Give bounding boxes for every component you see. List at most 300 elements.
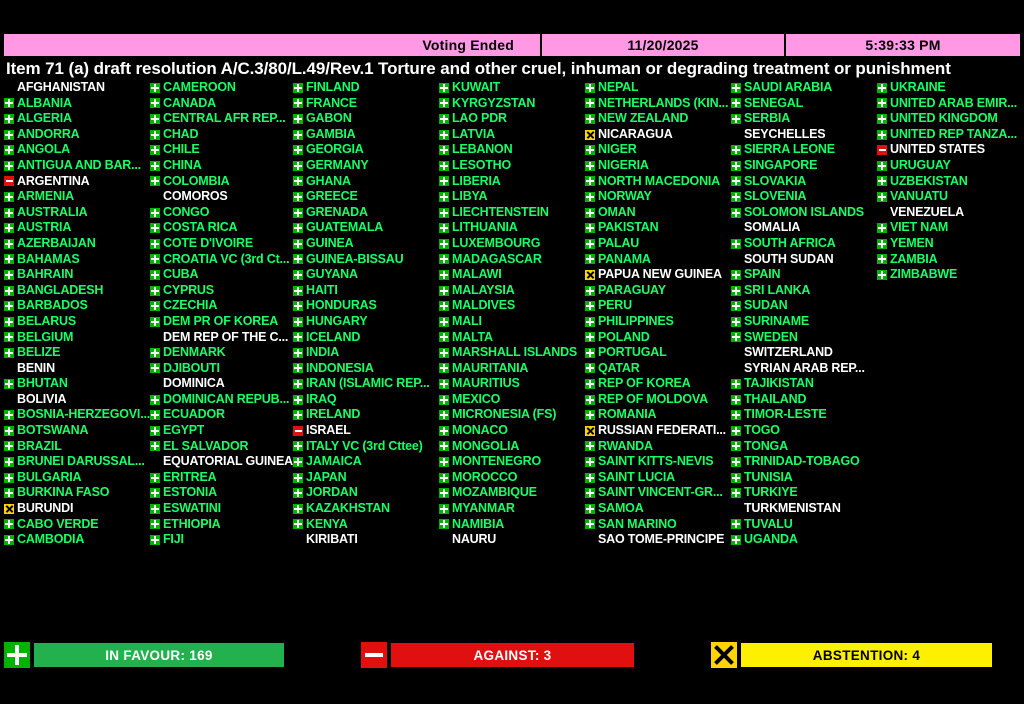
country-name: GRENADA xyxy=(306,204,368,219)
country-vote-row xyxy=(585,80,731,96)
plus-icon xyxy=(439,208,449,218)
country-vote-row xyxy=(439,439,585,455)
country-name: PHILIPPINES xyxy=(598,313,674,328)
plus-icon xyxy=(150,488,160,498)
country-name: POLAND xyxy=(598,329,650,344)
country-vote-row xyxy=(4,345,150,361)
country-name: BOSNIA-HERZEGOVI... xyxy=(17,407,150,422)
country-vote-row xyxy=(439,345,585,361)
plus-icon xyxy=(585,254,595,264)
country-name: SPAIN xyxy=(744,267,781,282)
plus-icon xyxy=(293,286,303,296)
country-vote-row xyxy=(439,376,585,392)
country-vote-row xyxy=(585,392,731,408)
plus-icon xyxy=(731,317,741,327)
country-name: KENYA xyxy=(306,516,348,531)
country-name: MAURITIUS xyxy=(452,376,520,391)
plus-icon xyxy=(439,254,449,264)
country-vote-row xyxy=(293,111,439,127)
country-name: LEBANON xyxy=(452,142,513,157)
country-vote-row xyxy=(877,252,1023,268)
country-name: GUINEA xyxy=(306,235,354,250)
country-name: KIRIBATI xyxy=(306,532,358,547)
country-name: DOMINICAN REPUB... xyxy=(163,391,290,406)
plus-icon xyxy=(439,270,449,280)
country-name: GREECE xyxy=(306,189,358,204)
plus-icon xyxy=(150,176,160,186)
country-name: LIBYA xyxy=(452,189,488,204)
country-name: INDONESIA xyxy=(306,360,374,375)
country-name: KUWAIT xyxy=(452,80,501,94)
country-name: ANTIGUA AND BAR... xyxy=(17,157,141,172)
minus-icon xyxy=(877,145,887,155)
country-name: BANGLADESH xyxy=(17,282,104,297)
country-vote-row xyxy=(731,236,877,252)
country-vote-row xyxy=(293,532,439,548)
country-vote-row xyxy=(150,158,293,174)
country-name: CHILE xyxy=(163,142,200,157)
plus-icon xyxy=(150,363,160,373)
blank-icon xyxy=(150,192,160,202)
country-name: BAHRAIN xyxy=(17,267,74,282)
country-name: VENEZUELA xyxy=(890,204,964,219)
cross-icon xyxy=(585,130,595,140)
plus-icon xyxy=(877,114,887,124)
country-name: MALAWI xyxy=(452,267,502,282)
country-vote-row xyxy=(150,236,293,252)
country-name: MICRONESIA (FS) xyxy=(452,407,557,422)
plus-icon xyxy=(150,535,160,545)
country-name: SAMOA xyxy=(598,501,644,516)
country-vote-row xyxy=(4,330,150,346)
plus-icon xyxy=(150,348,160,358)
country-name: IRAN (ISLAMIC REP... xyxy=(306,376,430,391)
country-vote-row xyxy=(585,205,731,221)
country-vote-row xyxy=(4,517,150,533)
country-name: GABON xyxy=(306,111,352,126)
vote-column xyxy=(585,80,731,550)
country-vote-row xyxy=(731,376,877,392)
country-name: DENMARK xyxy=(163,345,226,360)
country-name: MOZAMBIQUE xyxy=(452,485,537,500)
country-vote-row xyxy=(731,517,877,533)
plus-icon xyxy=(585,239,595,249)
country-vote-row xyxy=(150,439,293,455)
plus-icon xyxy=(150,473,160,483)
blank-icon xyxy=(4,363,14,373)
country-name: AZERBAIJAN xyxy=(17,235,96,250)
country-vote-row xyxy=(439,407,585,423)
country-name: SOUTH AFRICA xyxy=(744,235,836,250)
plus-icon xyxy=(150,395,160,405)
plus-icon xyxy=(585,98,595,108)
country-vote-row xyxy=(439,298,585,314)
plus-icon xyxy=(731,441,741,451)
country-vote-row xyxy=(439,220,585,236)
country-name: MONACO xyxy=(452,423,508,438)
plus-icon xyxy=(4,270,14,280)
country-vote-row xyxy=(4,267,150,283)
plus-icon xyxy=(4,114,14,124)
country-vote-row xyxy=(293,439,439,455)
country-name: GAMBIA xyxy=(306,126,356,141)
country-vote-row xyxy=(877,158,1023,174)
country-vote-row xyxy=(293,205,439,221)
country-vote-row xyxy=(731,361,877,377)
country-name: MALAYSIA xyxy=(452,282,515,297)
plus-icon xyxy=(731,145,741,155)
country-name: SAINT KITTS-NEVIS xyxy=(598,454,714,469)
country-vote-row xyxy=(731,96,877,112)
country-vote-row xyxy=(439,361,585,377)
country-vote-row xyxy=(585,423,731,439)
country-name: RWANDA xyxy=(598,438,653,453)
cross-icon xyxy=(585,426,595,436)
country-vote-row xyxy=(293,361,439,377)
country-vote-row xyxy=(4,423,150,439)
country-name: MALTA xyxy=(452,329,493,344)
country-name: PALAU xyxy=(598,235,640,250)
minus-icon xyxy=(361,642,387,668)
country-vote-row xyxy=(731,314,877,330)
plus-icon xyxy=(439,457,449,467)
country-vote-row xyxy=(585,283,731,299)
country-name: NIGERIA xyxy=(598,157,649,172)
country-vote-row xyxy=(731,532,877,548)
country-vote-row xyxy=(150,330,293,346)
country-name: SENEGAL xyxy=(744,95,804,110)
country-vote-row xyxy=(731,439,877,455)
country-name: ICELAND xyxy=(306,329,361,344)
country-vote-row xyxy=(293,314,439,330)
country-vote-row xyxy=(439,330,585,346)
country-vote-row xyxy=(877,127,1023,143)
country-vote-row xyxy=(150,470,293,486)
plus-icon xyxy=(585,301,595,311)
plus-icon xyxy=(4,332,14,342)
country-vote-row xyxy=(150,111,293,127)
country-vote-row xyxy=(150,501,293,517)
country-name: PARAGUAY xyxy=(598,282,666,297)
plus-icon xyxy=(731,114,741,124)
plus-icon xyxy=(150,145,160,155)
country-vote-row xyxy=(877,174,1023,190)
plus-icon xyxy=(150,519,160,529)
country-vote-row xyxy=(585,142,731,158)
country-name: CHINA xyxy=(163,157,202,172)
country-name: SINGAPORE xyxy=(744,157,818,172)
voting-state-cell: Voting Ended xyxy=(4,34,540,56)
country-name: ESWATINI xyxy=(163,501,221,516)
plus-icon xyxy=(439,348,449,358)
country-vote-row xyxy=(439,174,585,190)
country-name: SAO TOME-PRINCIPE xyxy=(598,532,725,547)
plus-icon xyxy=(731,239,741,249)
plus-icon xyxy=(877,161,887,171)
plus-icon xyxy=(150,223,160,233)
plus-icon xyxy=(585,348,595,358)
country-name: JAPAN xyxy=(306,469,347,484)
plus-icon xyxy=(4,208,14,218)
plus-icon xyxy=(731,395,741,405)
blank-icon xyxy=(150,332,160,342)
country-name: PAPUA NEW GUINEA xyxy=(598,267,722,282)
country-vote-row xyxy=(877,96,1023,112)
country-name: ZAMBIA xyxy=(890,251,938,266)
country-vote-row xyxy=(4,111,150,127)
country-name: BHUTAN xyxy=(17,376,68,391)
country-name: GHANA xyxy=(306,173,351,188)
country-vote-row xyxy=(439,470,585,486)
vote-column xyxy=(877,80,1023,550)
country-name: ANGOLA xyxy=(17,142,70,157)
plus-icon xyxy=(150,239,160,249)
plus-icon xyxy=(293,441,303,451)
country-vote-row xyxy=(731,220,877,236)
country-vote-row xyxy=(4,407,150,423)
country-name: LAO PDR xyxy=(452,111,507,126)
country-vote-row xyxy=(293,158,439,174)
country-vote-row xyxy=(150,485,293,501)
country-vote-row xyxy=(439,127,585,143)
country-vote-row xyxy=(150,220,293,236)
plus-icon xyxy=(439,395,449,405)
plus-icon xyxy=(439,317,449,327)
country-vote-row xyxy=(4,298,150,314)
country-vote-row xyxy=(4,454,150,470)
country-vote-row xyxy=(4,470,150,486)
country-name: IRAQ xyxy=(306,391,337,406)
country-name: EL SALVADOR xyxy=(163,438,249,453)
country-name: SWITZERLAND xyxy=(744,345,833,360)
plus-icon xyxy=(877,176,887,186)
country-name: ZIMBABWE xyxy=(890,267,958,282)
country-vote-row xyxy=(4,532,150,548)
plus-icon xyxy=(585,395,595,405)
country-vote-row xyxy=(585,314,731,330)
plus-icon xyxy=(585,363,595,373)
country-name: NEW ZEALAND xyxy=(598,111,689,126)
country-name: BELARUS xyxy=(17,313,77,328)
country-name: SAN MARINO xyxy=(598,516,677,531)
plus-icon xyxy=(4,317,14,327)
plus-icon xyxy=(4,441,14,451)
country-vote-row xyxy=(439,314,585,330)
plus-icon xyxy=(293,363,303,373)
country-vote-row xyxy=(877,236,1023,252)
plus-icon xyxy=(150,441,160,451)
country-vote-row xyxy=(585,189,731,205)
country-vote-row xyxy=(439,267,585,283)
country-vote-row xyxy=(439,252,585,268)
country-name: MYANMAR xyxy=(452,501,515,516)
country-vote-row xyxy=(585,158,731,174)
plus-icon xyxy=(150,83,160,93)
country-name: BOTSWANA xyxy=(17,423,89,438)
country-vote-row xyxy=(731,298,877,314)
in-favour-count: IN FAVOUR: 169 xyxy=(34,643,284,667)
country-vote-row xyxy=(150,392,293,408)
country-vote-row xyxy=(293,252,439,268)
cross-icon xyxy=(585,270,595,280)
country-name: GERMANY xyxy=(306,157,369,172)
country-name: ITALY VC (3rd Cttee) xyxy=(306,438,423,453)
country-name: OMAN xyxy=(598,204,636,219)
plus-icon xyxy=(4,426,14,436)
country-vote-row xyxy=(4,189,150,205)
country-name: MALDIVES xyxy=(452,298,515,313)
country-vote-row xyxy=(731,158,877,174)
plus-icon xyxy=(293,145,303,155)
country-name: NAURU xyxy=(452,532,497,547)
plus-icon xyxy=(731,161,741,171)
country-name: HAITI xyxy=(306,282,338,297)
plus-icon xyxy=(585,317,595,327)
country-name: ECUADOR xyxy=(163,407,225,422)
plus-icon xyxy=(439,161,449,171)
country-vote-row xyxy=(150,174,293,190)
plus-icon xyxy=(439,441,449,451)
country-vote-row xyxy=(585,345,731,361)
plus-icon xyxy=(585,83,595,93)
country-name: FINLAND xyxy=(306,80,360,94)
country-name: ANDORRA xyxy=(17,126,80,141)
country-vote-row xyxy=(150,80,293,96)
country-name: REP OF KOREA xyxy=(598,376,691,391)
country-vote-row xyxy=(439,392,585,408)
country-name: ESTONIA xyxy=(163,485,217,500)
country-name: TUVALU xyxy=(744,516,793,531)
plus-icon xyxy=(731,332,741,342)
country-name: ARGENTINA xyxy=(17,173,90,188)
country-vote-row xyxy=(585,236,731,252)
plus-icon xyxy=(293,301,303,311)
country-vote-row xyxy=(731,423,877,439)
plus-icon xyxy=(293,161,303,171)
plus-icon xyxy=(877,98,887,108)
plus-icon xyxy=(150,161,160,171)
plus-icon xyxy=(731,286,741,296)
cross-icon xyxy=(711,642,737,668)
country-vote-row xyxy=(585,361,731,377)
country-name: BENIN xyxy=(17,360,55,375)
country-vote-row xyxy=(731,205,877,221)
vote-column xyxy=(731,80,877,550)
plus-icon xyxy=(585,410,595,420)
country-vote-row xyxy=(293,283,439,299)
country-vote-row xyxy=(731,345,877,361)
plus-icon xyxy=(150,317,160,327)
country-name: UKRAINE xyxy=(890,80,946,94)
plus-icon xyxy=(439,473,449,483)
country-name: FRANCE xyxy=(306,95,357,110)
country-vote-row xyxy=(731,392,877,408)
plus-icon xyxy=(585,176,595,186)
country-name: HONDURAS xyxy=(306,298,377,313)
country-vote-row xyxy=(439,80,585,96)
country-name: EQUATORIAL GUINEA xyxy=(163,454,293,469)
plus-icon xyxy=(585,208,595,218)
country-vote-row xyxy=(585,174,731,190)
country-vote-row xyxy=(150,267,293,283)
country-vote-row xyxy=(293,454,439,470)
country-vote-row xyxy=(585,252,731,268)
country-name: BULGARIA xyxy=(17,469,82,484)
country-name: SUDAN xyxy=(744,298,788,313)
country-name: PAKISTAN xyxy=(598,220,659,235)
country-name: AUSTRIA xyxy=(17,220,72,235)
country-vote-row xyxy=(439,532,585,548)
plus-icon xyxy=(4,254,14,264)
country-name: DEM PR OF KOREA xyxy=(163,313,279,328)
country-name: VANUATU xyxy=(890,189,948,204)
plus-icon xyxy=(4,301,14,311)
country-vote-row xyxy=(150,345,293,361)
plus-icon xyxy=(439,379,449,389)
country-name: SYRIAN ARAB REP... xyxy=(744,360,865,375)
country-vote-row xyxy=(585,267,731,283)
country-name: CYPRUS xyxy=(163,282,214,297)
plus-icon xyxy=(439,488,449,498)
country-vote-row xyxy=(731,501,877,517)
plus-icon xyxy=(585,488,595,498)
country-vote-row xyxy=(731,80,877,96)
country-name: UNITED REP TANZA... xyxy=(890,126,1017,141)
plus-icon xyxy=(439,145,449,155)
country-name: SLOVENIA xyxy=(744,189,807,204)
blank-icon xyxy=(4,395,14,405)
plus-icon xyxy=(4,379,14,389)
plus-icon xyxy=(585,192,595,202)
country-name: YEMEN xyxy=(890,235,934,250)
country-vote-row xyxy=(4,80,150,96)
plus-icon xyxy=(439,332,449,342)
country-vote-row xyxy=(293,330,439,346)
country-name: TRINIDAD-TOBAGO xyxy=(744,454,860,469)
plus-icon xyxy=(585,441,595,451)
blank-icon xyxy=(877,208,887,218)
country-name: UGANDA xyxy=(744,532,798,547)
country-name: EGYPT xyxy=(163,423,205,438)
plus-icon xyxy=(731,519,741,529)
country-name: COSTA RICA xyxy=(163,220,238,235)
plus-icon xyxy=(439,83,449,93)
country-name: CAMEROON xyxy=(163,80,236,94)
plus-icon xyxy=(585,519,595,529)
country-vote-row xyxy=(150,423,293,439)
plus-icon xyxy=(150,301,160,311)
country-vote-row xyxy=(293,298,439,314)
country-name: CONGO xyxy=(163,204,210,219)
country-name: UNITED ARAB EMIR... xyxy=(890,95,1017,110)
plus-icon xyxy=(293,348,303,358)
plus-icon xyxy=(293,114,303,124)
country-name: ISRAEL xyxy=(306,423,351,438)
country-name: AUSTRALIA xyxy=(17,204,88,219)
country-name: BELGIUM xyxy=(17,329,74,344)
country-vote-row xyxy=(877,80,1023,96)
plus-icon xyxy=(4,145,14,155)
plus-icon xyxy=(439,410,449,420)
country-name: SWEDEN xyxy=(744,329,798,344)
country-vote-row xyxy=(4,158,150,174)
country-vote-row xyxy=(731,407,877,423)
country-vote-row xyxy=(4,236,150,252)
plus-icon xyxy=(585,161,595,171)
plus-icon xyxy=(150,426,160,436)
plus-icon xyxy=(293,519,303,529)
country-name: TIMOR-LESTE xyxy=(744,407,827,422)
